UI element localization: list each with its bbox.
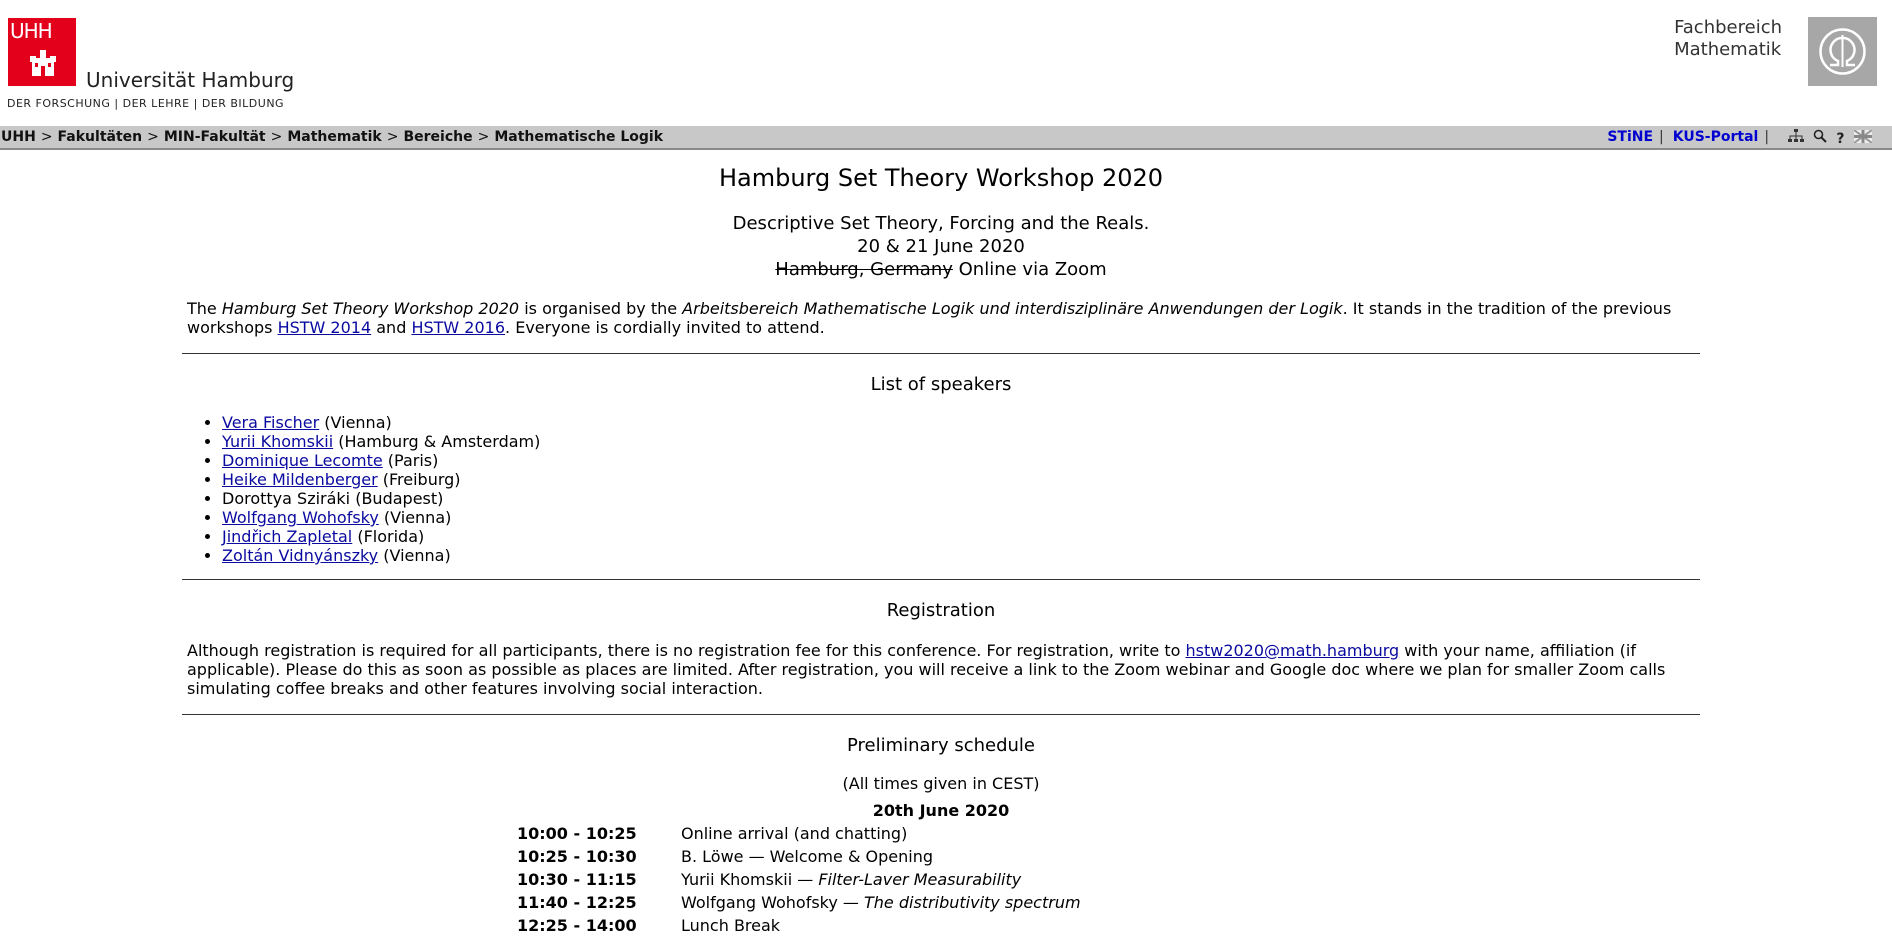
kus-portal-link[interactable]: KUS-Portal [1672, 129, 1759, 145]
breadcrumb-logic[interactable]: Mathematische Logik [494, 129, 664, 145]
stine-link[interactable]: STiNE [1607, 129, 1654, 145]
workshop-location [182, 258, 1700, 281]
table-row [517, 916, 1081, 939]
help-icon[interactable]: ? [1836, 131, 1845, 147]
registration-email-link[interactable]: hstw2020@math.hamburg [1185, 641, 1400, 660]
speaker-list [182, 413, 1700, 565]
registration-paragraph: Although registration is required for all participants, there is no registration fee for this conference. For registration, write to hstw2020@math.hamburg with your name, affiliation (if applicable). Please do this as soon as possible as places are limited. After registration, you will receive a link to the Zoom webinar and Google doc where we plan for smaller Zoom calls simulating coffee breaks and other features involving social interaction. [187, 641, 1666, 698]
university-name: Universität Hamburg [86, 68, 295, 92]
speaker-link[interactable]: Zoltán Vidnyánszky [222, 546, 379, 565]
department-line2: Mathematik [1674, 39, 1782, 60]
session-info: Lunch Break [681, 916, 781, 935]
department-line1: Fachbereich [1674, 17, 1782, 38]
schedule-heading: Preliminary schedule [846, 735, 1036, 756]
uhh-logo-letters: UHH [10, 19, 52, 43]
mathematics-logo[interactable] [1808, 17, 1877, 86]
breadcrumb-faculties[interactable]: Fakultäten [57, 129, 143, 145]
site-header [0, 0, 1892, 126]
omega-icon [1808, 17, 1877, 86]
breadcrumb-mathematics[interactable]: Mathematik [287, 129, 382, 145]
castle-icon [30, 48, 56, 78]
speaker-link[interactable]: Yurii Khomskii [222, 432, 334, 451]
divider [182, 579, 1700, 580]
sitemap-icon[interactable] [1788, 129, 1804, 147]
session-time: 10:30 - 11:15 [517, 870, 637, 889]
session-time: 10:25 - 10:30 [517, 847, 637, 866]
list-item: • Vera Fischer (Vienna) [222, 413, 1700, 432]
table-row [517, 870, 1081, 893]
speaker-link[interactable]: Vera Fischer [222, 413, 320, 432]
session-info: B. Löwe — Welcome & Opening [681, 847, 933, 866]
page-title: Hamburg Set Theory Workshop 2020 [718, 164, 1164, 192]
list-item: • Dominique Lecomte (Paris) [222, 451, 1700, 470]
breadcrumb-bar [0, 126, 1892, 150]
workshop-subtitle [182, 212, 1700, 281]
registration-heading: Registration [886, 600, 996, 621]
table-row [517, 824, 1081, 847]
speakers-heading: List of speakers [870, 374, 1012, 395]
uk-flag-icon[interactable] [1854, 130, 1872, 147]
breadcrumb-uhh[interactable]: UHH [1, 129, 36, 145]
search-icon[interactable] [1813, 129, 1827, 147]
speaker-link[interactable]: Dominique Lecomte [222, 451, 383, 470]
breadcrumb-areas[interactable]: Bereiche [403, 129, 473, 145]
speaker-link[interactable]: Jindřich Zapletal [222, 527, 353, 546]
day-heading: 20th June 2020 [872, 801, 1010, 820]
session-time: 11:40 - 12:25 [517, 893, 637, 912]
session-time: 12:25 - 14:00 [517, 916, 637, 935]
session-info: Wolfgang Wohofsky — The distributivity spectrum [681, 893, 1081, 912]
speaker-link[interactable]: Heike Mildenberger [222, 470, 378, 489]
divider [182, 353, 1700, 354]
session-info: Yurii Khomskii — Filter-Laver Measurability [681, 870, 1022, 889]
speaker-link[interactable]: Wolfgang Wohofsky [222, 508, 379, 527]
speaker-name: Dorottya Sziráki [222, 489, 351, 508]
table-row [517, 893, 1081, 916]
service-links: STiNE | KUS-Portal | ? [1607, 129, 1872, 147]
workshop-topic: Descriptive Set Theory, Forcing and the Reals. [732, 213, 1150, 234]
uhh-logo[interactable] [8, 18, 76, 86]
list-item: • Jindřich Zapletal (Florida) [222, 527, 1700, 546]
new-location: Online via Zoom [958, 259, 1107, 280]
divider [182, 714, 1700, 715]
session-time: 10:00 - 10:25 [517, 824, 637, 843]
intro-paragraph: The Hamburg Set Theory Workshop 2020 is organised by the Arbeitsbereich Mathematische Logik und interdisziplinäre Anwendungen der Logik. It stands in the tradition of the previous workshops HSTW 2014 and HSTW 2016. Everyone is cordially invited to attend. [187, 299, 1672, 337]
breadcrumb-min-faculty[interactable]: MIN-Fakultät [163, 129, 266, 145]
table-row [517, 847, 1081, 870]
original-location: Hamburg, Germany [775, 259, 953, 280]
list-item: • Yurii Khomskii (Hamburg & Amsterdam) [222, 432, 1700, 451]
breadcrumb: UHH > Fakultäten > MIN-Fakultät > Mathematik > Bereiche > Mathematische Logik [1, 129, 664, 145]
university-tagline: DER FORSCHUNG | DER LEHRE | DER BILDUNG [7, 97, 285, 110]
department-name[interactable] [1674, 17, 1782, 61]
list-item: • Dorottya Sziráki (Budapest) [222, 489, 1700, 508]
list-item: • Zoltán Vidnyánszky (Vienna) [222, 546, 1700, 565]
session-info: Online arrival (and chatting) [681, 824, 908, 843]
hstw-2014-link[interactable]: HSTW 2014 [277, 318, 372, 337]
timezone-note: (All times given in CEST) [842, 774, 1040, 793]
list-item: • Wolfgang Wohofsky (Vienna) [222, 508, 1700, 527]
main-content [182, 150, 1700, 939]
workshop-dates: 20 & 21 June 2020 [857, 236, 1025, 257]
hstw-2016-link[interactable]: HSTW 2016 [411, 318, 506, 337]
schedule-table [517, 824, 1081, 939]
list-item: • Heike Mildenberger (Freiburg) [222, 470, 1700, 489]
